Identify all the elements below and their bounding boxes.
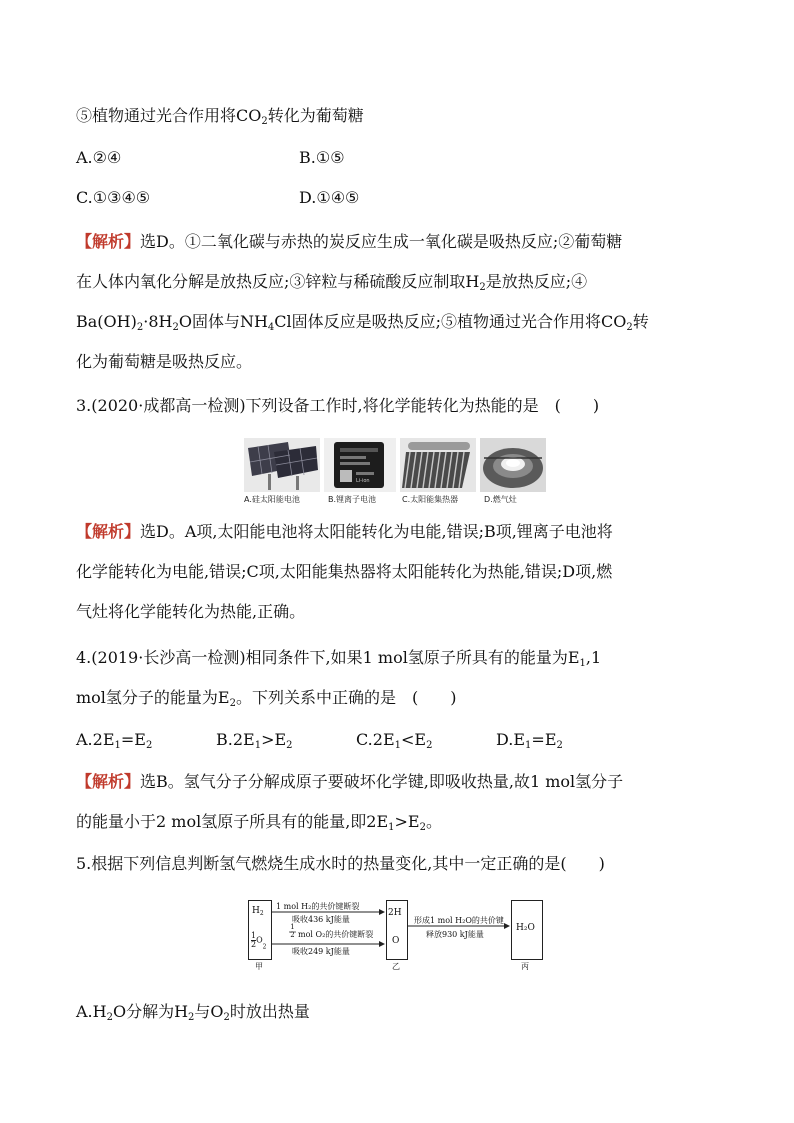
q5-stem: 5.根据下列信息判断氢气燃烧生成水时的热量变化,其中一定正确的是( ) [76, 854, 605, 873]
yi-o: O [392, 936, 400, 946]
arrow-3-bottom-label: 释放930 kJ能量 [426, 930, 484, 939]
text: 在人体内氧化分解是放热反应;③锌粒与稀硫酸反应制取H [76, 272, 480, 291]
text: ·8H [143, 312, 173, 331]
solar-water-heater-image [400, 438, 476, 492]
subscript: 2 [419, 822, 426, 833]
subscript: 2 [262, 943, 267, 951]
jiexi-label: 【解析】 [76, 232, 141, 251]
label-bing: 丙 [521, 962, 529, 971]
solar-panel-image [244, 438, 320, 492]
q3-stem: 3.(2020·成都高一检测)下列设备工作时,将化学能转化为热能的是 ( ) [76, 396, 600, 415]
q4-explanation-line-2 [76, 812, 442, 838]
q3-explanation-line-1 [76, 522, 613, 542]
q2-option-b[interactable]: B.①⑤ [299, 148, 345, 167]
arrow-2-bottom-label: 吸收249 kJ能量 [292, 947, 350, 956]
caption-b: B.锂离子电池 [328, 495, 377, 504]
text: O [256, 935, 263, 945]
text: H [252, 906, 260, 916]
subscript: 1 [579, 658, 586, 669]
subscript: 2 [188, 1012, 195, 1023]
text: B.2E [216, 730, 255, 749]
caption-d: D.燃气灶 [484, 495, 517, 504]
arrow-3-top-label: 形成1 mol H₂O的共价键 [414, 916, 504, 925]
arrow-2-fraction [289, 923, 296, 939]
jiexi-label: 【解析】 [76, 772, 141, 791]
energy-change-diagram [246, 898, 552, 976]
q4-option-b[interactable] [216, 730, 293, 756]
battery-image [324, 438, 396, 492]
q2-explanation-line-1 [76, 232, 622, 252]
q2-explanation-line-3 [76, 312, 649, 338]
q4-option-d[interactable] [496, 730, 563, 756]
item-5-suffix: 转化为葡萄糖 [267, 106, 364, 125]
q2-option-c[interactable]: C.①③④⑤ [76, 188, 151, 207]
text: 与O [194, 1002, 224, 1021]
jiexi-label: 【解析】 [76, 522, 141, 541]
subscript: 2 [259, 910, 264, 917]
subscript: 1 [525, 740, 532, 751]
subscript: 2 [106, 1012, 113, 1023]
q2-explanation-line-2 [76, 272, 587, 298]
q5-option-a[interactable] [76, 1002, 310, 1028]
text: 。下列关系中正确的是 ( ) [235, 688, 457, 707]
item-5-text [76, 106, 364, 132]
subscript: 1 [254, 740, 262, 751]
fraction-denominator: 2 [251, 940, 257, 949]
text: 转 [632, 312, 649, 331]
q4-option-a[interactable] [76, 730, 152, 756]
subscript: 2 [145, 740, 153, 751]
q3-explanation-line-2: 化学能转化为电能,错误;C项,太阳能集热器将太阳能转化为热能,错误;D项,燃 [76, 562, 613, 581]
caption-a: A.硅太阳能电池 [244, 495, 300, 504]
q2-option-d[interactable]: D.①④⑤ [299, 188, 360, 207]
subscript: 2 [261, 116, 268, 127]
subscript: 1 [388, 822, 395, 833]
q4-stem-line-2 [76, 688, 456, 714]
text: Ba(OH) [76, 312, 137, 331]
bing-h2o: H₂O [516, 923, 535, 933]
subscript: 1 [114, 740, 121, 751]
fraction-numerator: 1 [290, 923, 295, 931]
q3-explanation-line-3: 气灶将化学能转化为热能,正确。 [76, 602, 306, 621]
subscript: 2 [479, 282, 486, 293]
text: Cl固体反应是吸热反应;⑤植物通过光合作用将CO [274, 312, 627, 331]
subscript: 2 [286, 740, 293, 751]
q4-explanation-line-1 [76, 772, 623, 792]
yi-2h: 2H [388, 908, 402, 918]
q4-stem-line-1 [76, 648, 601, 674]
text: D.E [496, 730, 526, 749]
arrow-1-bottom-label: 吸收436 kJ能量 [292, 915, 350, 924]
fraction-denominator: 2 [290, 931, 295, 939]
subscript: 2 [223, 1012, 230, 1023]
text: A.2E [76, 730, 115, 749]
text: O分解为H [112, 1002, 189, 1021]
subscript: 2 [136, 322, 144, 333]
text: ,1 [585, 648, 602, 667]
text: =E [120, 730, 146, 749]
text: 选D。①二氧化碳与赤热的炭反应生成一氧化碳是吸热反应;②葡萄糖 [140, 232, 623, 251]
gas-stove-image [480, 438, 546, 492]
subscript: 1 [394, 740, 401, 751]
caption-c: C.太阳能集热器 [402, 495, 459, 504]
q2-option-a[interactable]: A.②④ [76, 148, 122, 167]
subscript: 2 [172, 322, 179, 333]
q4-option-c[interactable] [356, 730, 432, 756]
subscript: 4 [267, 322, 275, 333]
text: >E [394, 812, 420, 831]
text: 选D。A项,太阳能电池将太阳能转化为电能,错误;B项,锂离子电池将 [140, 522, 613, 541]
q3-device-photos [244, 438, 546, 508]
text: C.2E [356, 730, 395, 749]
text: O固体与NH [178, 312, 268, 331]
subscript: 2 [626, 322, 633, 333]
fraction-numerator: 1 [251, 931, 257, 940]
text: mol氢分子的能量为E [76, 688, 230, 707]
text: 的能量小于2 mol氢原子所具有的能量,即2E [76, 812, 389, 831]
q2-explanation-line-4: 化为葡萄糖是吸热反应。 [76, 352, 253, 371]
arrow-1-top-label: 1 mol H₂的共价键断裂 [276, 902, 360, 911]
label-yi: 乙 [392, 962, 400, 971]
subscript: 2 [556, 740, 563, 751]
label-jia: 甲 [255, 962, 263, 971]
subscript: 2 [229, 698, 236, 709]
text: 。 [425, 812, 442, 831]
arrow-2-top-label: mol O₂的共价键断裂 [298, 930, 374, 939]
text: 4.(2019·长沙高一检测)相同条件下,如果1 mol氢原子所具有的能量为E [76, 648, 580, 667]
text: =E [531, 730, 557, 749]
text: <E [401, 730, 427, 749]
battery-label: Li-ion [356, 478, 370, 484]
subscript: 2 [426, 740, 433, 751]
text: 是放热反应;④ [485, 272, 588, 291]
text: A.H [76, 1002, 107, 1021]
text: 时放出热量 [229, 1002, 310, 1021]
item-5-prefix: ⑤植物通过光合作用将CO [76, 106, 262, 125]
text: >E [261, 730, 287, 749]
text: 选B。氢气分子分解成原子要破坏化学键,即吸收热量,故1 mol氢分子 [140, 772, 624, 791]
